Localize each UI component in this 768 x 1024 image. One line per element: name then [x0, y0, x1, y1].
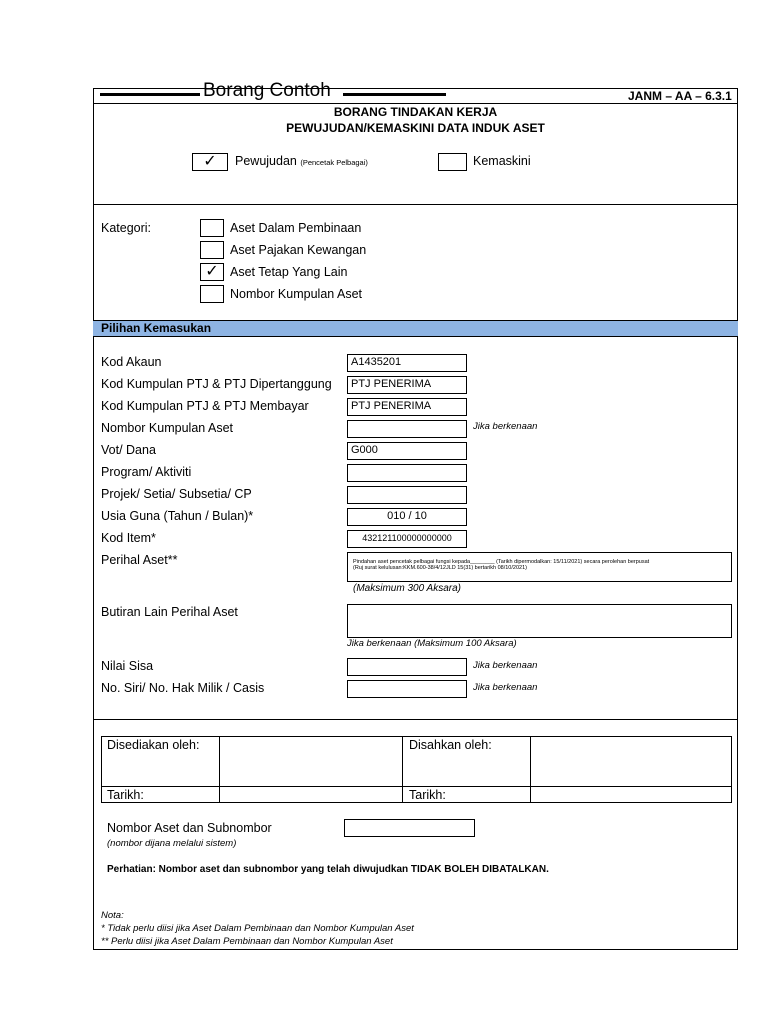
header-divider: [93, 103, 738, 104]
form-title: Borang Contoh: [203, 80, 331, 101]
notes-title: Nota:: [101, 910, 124, 921]
notes-line-2: ** Perlu diisi jika Aset Dalam Pembinaan dan Nombor Kumpulan Aset: [101, 936, 393, 947]
update-checkbox[interactable]: [438, 153, 467, 171]
title-line-2: PEWUJUDAN/KEMASKINI DATA INDUK ASET: [286, 121, 545, 135]
approved-by-label: Disahkan oleh:: [409, 738, 492, 752]
butiran-field[interactable]: [347, 604, 732, 638]
kategori-checkbox-4[interactable]: [200, 285, 224, 303]
date-2-field[interactable]: [531, 787, 731, 802]
date-2-label: Tarikh:: [409, 788, 446, 802]
ptj-dipertanggung-field[interactable]: PTJ PENERIMA: [347, 376, 467, 394]
kod-item-label: Kod Item*: [101, 531, 156, 545]
date-1-label: Tarikh:: [107, 788, 144, 802]
no-siri-note: Jika berkenaan: [473, 682, 538, 693]
header-line-right: [343, 93, 446, 96]
nombor-kumpulan-label: Nombor Kumpulan Aset: [101, 421, 234, 435]
ptj-membayar-label: Kod Kumpulan PTJ & PTJ Membayar: [101, 399, 309, 413]
nilai-sisa-field[interactable]: [347, 658, 467, 676]
kod-akaun-field[interactable]: A1435201: [347, 354, 467, 372]
usia-label: Usia Guna (Tahun / Bulan)*: [101, 509, 254, 523]
ptj-membayar-field[interactable]: PTJ PENERIMA: [347, 398, 467, 416]
asset-number-field[interactable]: [344, 819, 475, 837]
kod-akaun-label: Kod Akaun: [101, 355, 162, 369]
kategori-label-4: Nombor Kumpulan Aset: [230, 287, 363, 301]
kategori-checkbox-2[interactable]: [200, 241, 224, 259]
butiran-label: Butiran Lain Perihal Aset: [101, 605, 238, 619]
prepared-by-label: Disediakan oleh:: [107, 738, 200, 752]
prepared-by-field[interactable]: [220, 737, 402, 786]
perihal-note: (Maksimum 300 Aksara): [353, 583, 461, 594]
signoff-col-2: [402, 736, 403, 803]
vot-field[interactable]: G000: [347, 442, 467, 460]
action-divider: [93, 204, 738, 205]
kategori-checkbox-1[interactable]: [200, 219, 224, 237]
warning-text: Perhatian: Nombor aset dan subnombor yang telah diwujudkan TIDAK BOLEH DIBATALKAN.: [107, 864, 549, 875]
butiran-note: Jika berkenaan (Maksimum 100 Aksara): [347, 638, 517, 649]
nilai-sisa-note: Jika berkenaan: [473, 660, 538, 671]
projek-label: Projek/ Setia/ Subsetia/ CP: [101, 487, 252, 501]
section-title: Pilihan Kemasukan: [101, 321, 212, 335]
date-1-field[interactable]: [220, 787, 402, 802]
kategori-label-3: Aset Tetap Yang Lain: [230, 265, 348, 279]
create-checkbox[interactable]: ✓: [192, 153, 228, 171]
header-line-left: [100, 93, 200, 96]
vot-label: Vot/ Dana: [101, 443, 156, 457]
asset-number-label: Nombor Aset dan Subnombor: [107, 821, 272, 835]
perihal-line-2: (Ruj surat kelulusan:KKM.600-38/4/12JLD 15(31) bertarikh 08/10/2021): [353, 565, 527, 571]
kategori-label-2: Aset Pajakan Kewangan: [230, 243, 367, 257]
no-siri-field[interactable]: [347, 680, 467, 698]
approved-by-field[interactable]: [531, 737, 731, 786]
kategori-label-1: Aset Dalam Pembinaan: [230, 221, 362, 235]
projek-field[interactable]: [347, 486, 467, 504]
program-field[interactable]: [347, 464, 467, 482]
ptj-dipertanggung-label: Kod Kumpulan PTJ & PTJ Dipertanggung: [101, 377, 332, 391]
perihal-field[interactable]: [347, 552, 732, 582]
nombor-kumpulan-note: Jika berkenaan: [473, 421, 538, 432]
perihal-label: Perihal Aset**: [101, 553, 178, 567]
asset-number-sub: (nombor dijana melalui sistem): [107, 838, 237, 849]
title-line-1: BORANG TINDAKAN KERJA: [333, 105, 498, 119]
usia-field[interactable]: 010 / 10: [347, 508, 467, 526]
perihal-line-1: Pindahan aset pencetak pelbagai fungsi kepada________ (Tarikh dipermodalkan: 15/11/2021) secara perolehan berpusat: [353, 559, 650, 565]
update-label: Kemaskini: [473, 154, 531, 168]
create-label-text: Pewujudan: [235, 154, 297, 168]
create-label: [235, 154, 368, 168]
kategori-label: Kategori:: [101, 221, 152, 235]
no-siri-label: No. Siri/ No. Hak Milik / Casis: [101, 681, 265, 695]
program-label: Program/ Aktiviti: [101, 465, 192, 479]
nilai-sisa-label: Nilai Sisa: [101, 659, 154, 673]
kod-item-field[interactable]: 432121100000000000: [347, 530, 467, 548]
notes-line-1: * Tidak perlu diisi jika Aset Dalam Pembinaan dan Nombor Kumpulan Aset: [101, 923, 414, 934]
form-code: JANM – AA – 6.3.1: [628, 89, 732, 103]
nombor-kumpulan-field[interactable]: [347, 420, 467, 438]
kategori-checkbox-3[interactable]: ✓: [200, 263, 224, 281]
fields-divider: [93, 719, 738, 720]
create-label-sub: (Pencetak Pelbagai): [300, 158, 368, 167]
